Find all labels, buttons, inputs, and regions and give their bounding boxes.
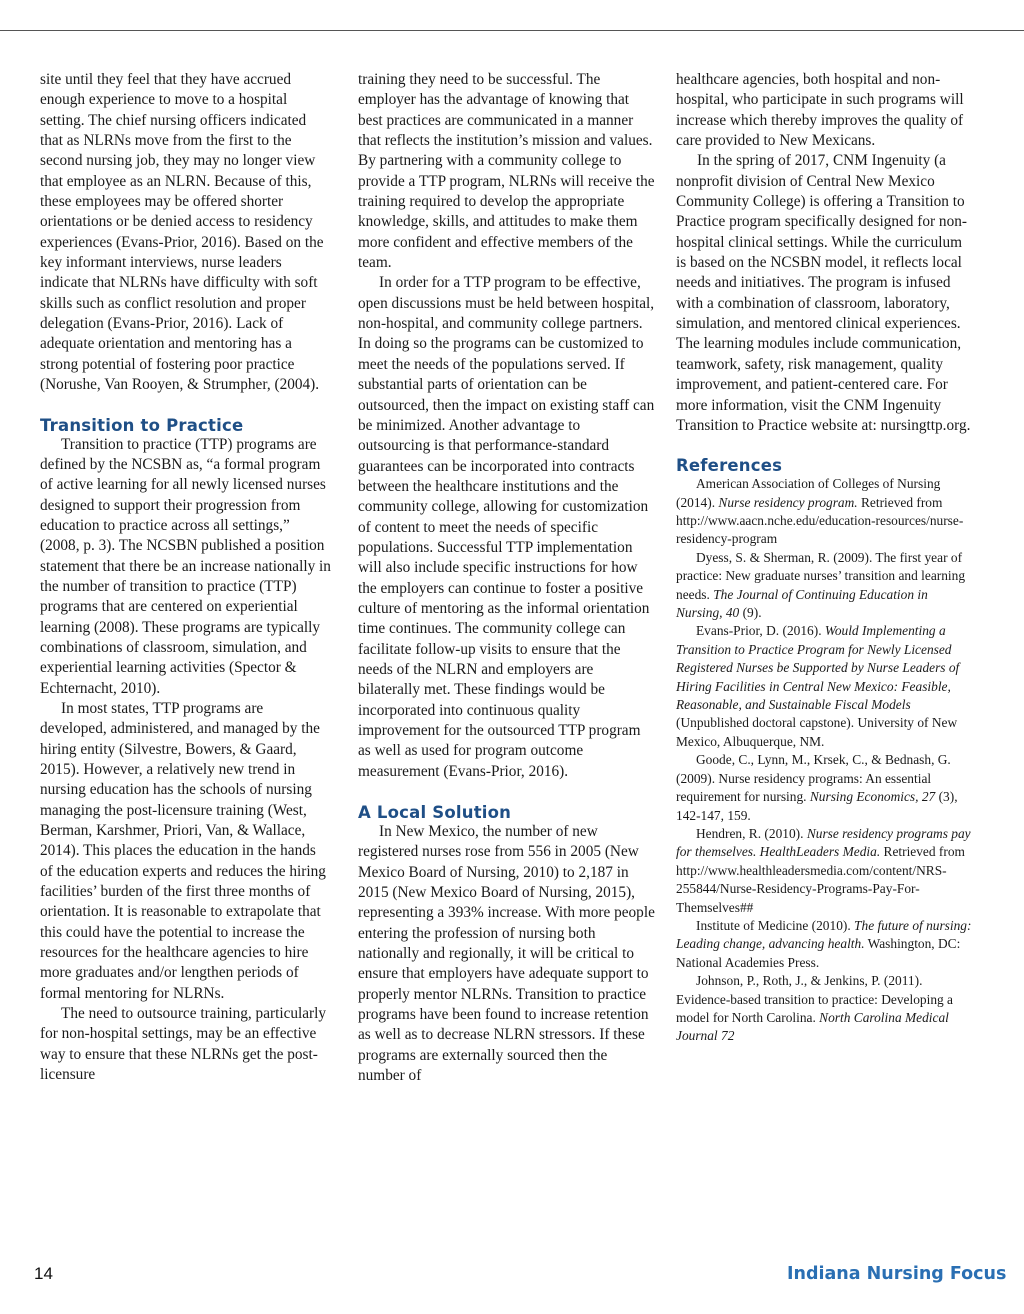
paragraph: training they need to be successful. The employer has the advantage of knowing that best practices are communicated in a manner that reflects the institution’s mission and values. By partnering with a community college to provide a TTP program, NLRNs will receive the training required to develop the appropriate knowledge, skills, and attitudes to make them more confident and effective members of the team. [358, 71, 655, 272]
paragraph: In the spring of 2017, CNM Ingenuity (a nonprofit division of Central New Mexico Community College) is offering a Transition to Practice program specifically designed for non-hospital clinical settings. While the curriculum is based on the NCSBN model, it reflects local needs and initiatives. The program is infused with a combination of classroom, laboratory, simulation, and mentored clinical experiences. The learning modules include communication, teamwork, safety, risk management, quality improvement, and patient-centered care. For more information, visit the CNM Ingenuity Transition to Practice website at: nursingttp.org. [676, 152, 971, 434]
reference-item: Evans-Prior, D. (2016). Would Implementing a Transition to Practice Program for Newly Licensed Registered Nurses be Supported by Nurse Leaders of Hiring Facilities in Central New Mexico: Feasible, Reasonable, and Sustainable Fiscal Models (Unpublished doctoral capstone). University of New Mexico, Albuquerque, NM. [676, 623, 960, 749]
reference-item: Johnson, P., Roth, J., & Jenkins, P. (2011). Evidence-based transition to practice: Developing a model for North Carolina. North Carolina Medical Journal 72 [676, 973, 954, 1044]
top-rule [0, 30, 1024, 31]
paragraph: In most states, TTP programs are developed, administered, and managed by the hiring entity (Silvestre, Bowers, & Gaard, 2015). However, a relatively new trend in nursing education has the schools of nursing managing the post-licensure training (West, Berman, Karshmer, Priori, Van, & Wallace, 2014). This places the education in the hands of the education experts and reduces the hiring facilities’ burden of the first three months of orientation. It is reasonable to extrapolate that this could have the potential to increase the resources for the healthcare agencies to hire more graduates and/or lengthen periods of formal mentoring for NLRNs. [40, 699, 326, 1002]
column-2 [358, 70, 656, 1087]
paragraph: In order for a TTP program to be effective, open discussions must be held between hospital, non-hospital, and community college partners. In doing so the programs can be customized to meet the needs of the populations served. If substantial parts of orientation can be outsourced, then the impact on existing staff can be minimized. Another advantage to outsourcing is that performance-standard guarantees can be incorporated into contracts between the healthcare institutions and the community college, allowing for customization of content to meet the needs of specific populations. Successful TTP implementation will also include specific instructions for how the employers can continue to foster a positive culture of mentoring as the informal orientation time continues. The community college can facilitate follow-up visits to ensure that the needs of the NLRN and employers are bilaterally met. These findings would be incorporated into continuous quality improvement for the outsourced TTP program as well as used for program outcome measurement (Evans-Prior, 2016). [358, 274, 655, 780]
reference-item: American Association of Colleges of Nursing (2014). Nurse residency program. Retrieved from http://www.aacn.nche.edu/education-resources/nurse-residency-program [676, 476, 964, 547]
reference-item: Goode, C., Lynn, M., Krsek, C., & Bednash, G. (2009). Nurse residency programs: An essential requirement for nursing. Nursing Economics, 27 (3), 142-147, 159. [676, 752, 958, 823]
reference-list [676, 475, 976, 1046]
column-3 [676, 70, 976, 1046]
journal-title: Indiana Nursing Focus [787, 1264, 1007, 1284]
page-number: 14 [34, 1264, 53, 1283]
reference-item: Institute of Medicine (2010). The future of nursing: Leading change, advancing health. Washington, DC: National Academies Press. [676, 917, 972, 970]
reference-item: Hendren, R. (2010). Nurse residency programs pay for themselves. HealthLeaders Media. Retrieved from http://www.healthleadersmedia.com/content/NRS-255844/Nurse-Residency-Programs-Pay-For-Themselves## [676, 825, 971, 915]
paragraph: healthcare agencies, both hospital and non-hospital, who participate in such programs will increase which thereby improves the quality of care provided to New Mexicans. [676, 71, 964, 150]
section-heading-references: References [676, 456, 783, 476]
reference-item: Dyess, S. & Sherman, R. (2009). The first year of practice: New graduate nurses’ transition and learning needs. The Journal of Continuing Education in Nursing, 40 (9). [676, 549, 966, 621]
column-1 [40, 70, 332, 1086]
section-heading-local-solution: A Local Solution [358, 803, 512, 823]
section-heading-transition-to-practice: Transition to Practice [40, 415, 244, 435]
paragraph: Transition to practice (TTP) programs are defined by the NCSBN as, “a formal program of active learning for all newly licensed nurses designed to support their progression from education to practice across all settings,” (2008, p. 3). The NCSBN published a position statement that there be an increase nationally in the number of transition to practice (TTP) programs that are centered on experiential learning (2008). These programs are typically combinations of classroom, simulation, and experiential learning activities (Spector & Echternacht, 2010). [40, 435, 331, 697]
paragraph: In New Mexico, the number of new registered nurses rose from 556 in 2005 (New Mexico Board of Nursing, 2010) to 2,187 in 2015 (New Mexico Board of Nursing, 2015), representing a 393% increase. With more people entering the profession of nursing both nationally and regionally, it will be critical to ensure that employers have adequate support to properly mentor NLRNs. Transition to practice programs have been found to increase retention as well as to decrease NLRN stressors. If these programs are externally sourced then the number of [358, 823, 655, 1085]
paragraph: site until they feel that they have accrued enough experience to move to a hospital setting. The chief nursing officers indicated that as NLRNs move from the first to the second nursing job, they may no longer view that employee as an NLRN. Because of this, these employees may be offered shorter orientations or be denied access to residency experiences (Evans-Prior, 2016). Based on the key informant interviews, nurse leaders indicate that NLRNs have difficulty with soft skills such as conflict resolution and proper delegation (Evans-Prior, 2016). Lack of adequate orientation and mentoring has a strong potential of fostering poor practice (Norushe, Van Rooyen, & Strumpher, (2004). [40, 71, 324, 394]
paragraph: The need to outsource training, particularly for non-hospital settings, may be an effective way to ensure that these NLRNs get the post-licensure [40, 1005, 327, 1084]
